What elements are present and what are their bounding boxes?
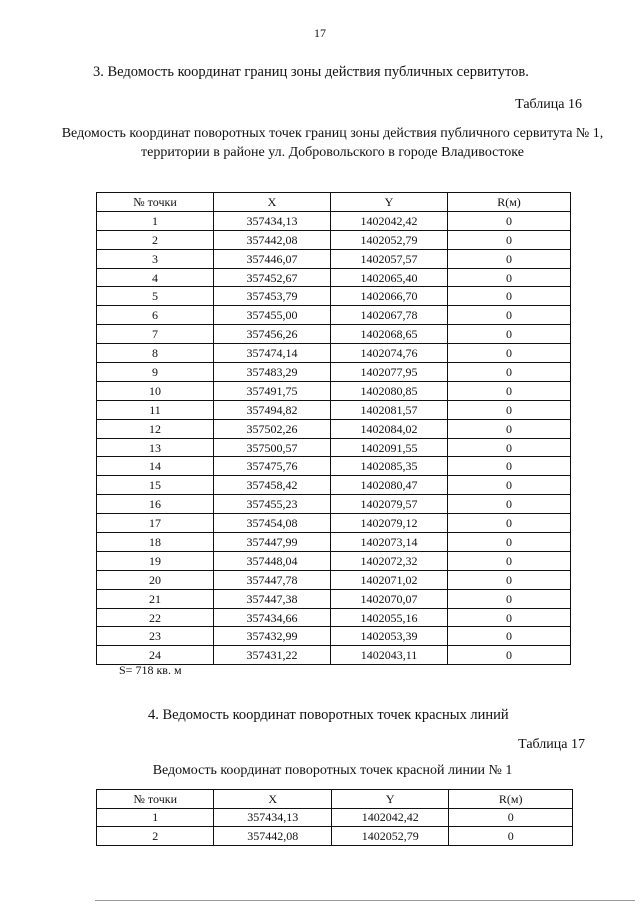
- table-row: [97, 457, 571, 476]
- point-number-cell: 18: [97, 533, 214, 552]
- y-coordinate-cell: 1402081,57: [331, 400, 448, 419]
- column-header-radius: R(м): [448, 193, 571, 212]
- point-number-cell: 12: [97, 419, 214, 438]
- table-16-caption: Таблица 16: [515, 97, 582, 112]
- x-coordinate-cell: 357447,99: [214, 533, 331, 552]
- y-coordinate-cell: 1402043,11: [331, 646, 448, 665]
- y-coordinate-cell: 1402077,95: [331, 363, 448, 382]
- page-number: 17: [314, 26, 326, 40]
- table-header-row: [97, 790, 573, 809]
- y-coordinate-cell: 1402068,65: [331, 325, 448, 344]
- x-coordinate-cell: 357475,76: [214, 457, 331, 476]
- radius-cell: 0: [448, 646, 571, 665]
- column-header-point-number: № точки: [97, 193, 214, 212]
- table-row: [97, 419, 571, 438]
- x-coordinate-cell: 357454,08: [214, 514, 331, 533]
- x-coordinate-cell: 357494,82: [214, 400, 331, 419]
- point-number-cell: 1: [97, 211, 214, 230]
- radius-cell: 0: [448, 627, 571, 646]
- point-number-cell: 10: [97, 381, 214, 400]
- column-header-y: Y: [331, 193, 448, 212]
- y-coordinate-cell: 1402066,70: [331, 287, 448, 306]
- table-row: [97, 306, 571, 325]
- x-coordinate-cell: 357500,57: [214, 438, 331, 457]
- point-number-cell: 20: [97, 570, 214, 589]
- table-16-title: Ведомость координат поворотных точек границ зоны действия публичного сервитута № 1, территории в районе ул. Добровольского в городе Владивостоке: [61, 126, 604, 160]
- y-coordinate-cell: 1402074,76: [331, 344, 448, 363]
- x-coordinate-cell: 357442,08: [214, 827, 331, 846]
- x-coordinate-cell: 357474,14: [214, 344, 331, 363]
- radius-cell: 0: [448, 533, 571, 552]
- x-coordinate-cell: 357502,26: [214, 419, 331, 438]
- y-coordinate-cell: 1402070,07: [331, 589, 448, 608]
- column-header-x: X: [214, 193, 331, 212]
- red-line-coordinates-table: [96, 789, 573, 846]
- x-coordinate-cell: 357453,79: [214, 287, 331, 306]
- x-coordinate-cell: 357434,13: [214, 211, 331, 230]
- point-number-cell: 15: [97, 476, 214, 495]
- table-row: [97, 344, 571, 363]
- y-coordinate-cell: 1402042,42: [331, 211, 448, 230]
- y-coordinate-cell: 1402057,57: [331, 249, 448, 268]
- table-row: [97, 325, 571, 344]
- table-row: [97, 268, 571, 287]
- table-row: [97, 495, 571, 514]
- table-row: [97, 249, 571, 268]
- radius-cell: 0: [448, 419, 571, 438]
- radius-cell: 0: [448, 363, 571, 382]
- point-number-cell: 21: [97, 589, 214, 608]
- x-coordinate-cell: 357447,38: [214, 589, 331, 608]
- point-number-cell: 1: [97, 808, 214, 827]
- table-row: [97, 533, 571, 552]
- radius-cell: 0: [448, 438, 571, 457]
- table-row: [97, 211, 571, 230]
- radius-cell: 0: [448, 551, 571, 570]
- section-4-heading: 4. Ведомость координат поворотных точек красных линий: [148, 707, 509, 723]
- servitude-coordinates-table: [96, 192, 571, 665]
- table-row: [97, 476, 571, 495]
- x-coordinate-cell: 357442,08: [214, 230, 331, 249]
- y-coordinate-cell: 1402065,40: [331, 268, 448, 287]
- x-coordinate-cell: 357483,29: [214, 363, 331, 382]
- radius-cell: 0: [448, 306, 571, 325]
- point-number-cell: 16: [97, 495, 214, 514]
- bottom-divider: [95, 900, 635, 901]
- point-number-cell: 22: [97, 608, 214, 627]
- y-coordinate-cell: 1402079,12: [331, 514, 448, 533]
- table-row: [97, 400, 571, 419]
- radius-cell: 0: [448, 570, 571, 589]
- y-coordinate-cell: 1402080,85: [331, 381, 448, 400]
- radius-cell: 0: [448, 457, 571, 476]
- table-row: [97, 589, 571, 608]
- point-number-cell: 2: [97, 827, 214, 846]
- table-17-caption: Таблица 17: [518, 737, 585, 752]
- x-coordinate-cell: 357455,23: [214, 495, 331, 514]
- radius-cell: 0: [448, 287, 571, 306]
- point-number-cell: 9: [97, 363, 214, 382]
- y-coordinate-cell: 1402084,02: [331, 419, 448, 438]
- section-3-heading: 3. Ведомость координат границ зоны действия публичных сервитутов.: [93, 64, 529, 80]
- y-coordinate-cell: 1402085,35: [331, 457, 448, 476]
- radius-cell: 0: [448, 344, 571, 363]
- point-number-cell: 23: [97, 627, 214, 646]
- x-coordinate-cell: 357456,26: [214, 325, 331, 344]
- x-coordinate-cell: 357491,75: [214, 381, 331, 400]
- radius-cell: 0: [448, 325, 571, 344]
- table-row: [97, 627, 571, 646]
- y-coordinate-cell: 1402072,32: [331, 551, 448, 570]
- radius-cell: 0: [448, 381, 571, 400]
- x-coordinate-cell: 357446,07: [214, 249, 331, 268]
- table-row: [97, 363, 571, 382]
- x-coordinate-cell: 357431,22: [214, 646, 331, 665]
- point-number-cell: 2: [97, 230, 214, 249]
- point-number-cell: 6: [97, 306, 214, 325]
- table-row: [97, 230, 571, 249]
- table-row: [97, 608, 571, 627]
- table-17-title: Ведомость координат поворотных точек красной линии № 1: [152, 763, 513, 778]
- x-coordinate-cell: 357448,04: [214, 551, 331, 570]
- column-header-radius: R(м): [449, 790, 573, 809]
- table-row: [97, 808, 573, 827]
- point-number-cell: 24: [97, 646, 214, 665]
- table-row: [97, 287, 571, 306]
- radius-cell: 0: [448, 476, 571, 495]
- table-row: [97, 570, 571, 589]
- point-number-cell: 13: [97, 438, 214, 457]
- radius-cell: 0: [448, 400, 571, 419]
- point-number-cell: 4: [97, 268, 214, 287]
- x-coordinate-cell: 357434,66: [214, 608, 331, 627]
- table-row: [97, 381, 571, 400]
- y-coordinate-cell: 1402042,42: [331, 808, 448, 827]
- point-number-cell: 3: [97, 249, 214, 268]
- table-row: [97, 551, 571, 570]
- table-row: [97, 827, 573, 846]
- radius-cell: 0: [448, 211, 571, 230]
- radius-cell: 0: [448, 589, 571, 608]
- x-coordinate-cell: 357434,13: [214, 808, 331, 827]
- y-coordinate-cell: 1402071,02: [331, 570, 448, 589]
- radius-cell: 0: [448, 608, 571, 627]
- point-number-cell: 8: [97, 344, 214, 363]
- point-number-cell: 5: [97, 287, 214, 306]
- area-note: S= 718 кв. м: [119, 663, 182, 677]
- radius-cell: 0: [449, 808, 573, 827]
- radius-cell: 0: [448, 495, 571, 514]
- x-coordinate-cell: 357455,00: [214, 306, 331, 325]
- y-coordinate-cell: 1402052,79: [331, 230, 448, 249]
- point-number-cell: 14: [97, 457, 214, 476]
- x-coordinate-cell: 357458,42: [214, 476, 331, 495]
- column-header-point-number: № точки: [97, 790, 214, 809]
- table-row: [97, 514, 571, 533]
- y-coordinate-cell: 1402073,14: [331, 533, 448, 552]
- table-row: [97, 438, 571, 457]
- radius-cell: 0: [448, 249, 571, 268]
- y-coordinate-cell: 1402053,39: [331, 627, 448, 646]
- column-header-x: X: [214, 790, 331, 809]
- y-coordinate-cell: 1402079,57: [331, 495, 448, 514]
- y-coordinate-cell: 1402091,55: [331, 438, 448, 457]
- x-coordinate-cell: 357452,67: [214, 268, 331, 287]
- point-number-cell: 19: [97, 551, 214, 570]
- radius-cell: 0: [448, 230, 571, 249]
- point-number-cell: 11: [97, 400, 214, 419]
- y-coordinate-cell: 1402080,47: [331, 476, 448, 495]
- radius-cell: 0: [449, 827, 573, 846]
- point-number-cell: 17: [97, 514, 214, 533]
- column-header-y: Y: [331, 790, 448, 809]
- y-coordinate-cell: 1402055,16: [331, 608, 448, 627]
- radius-cell: 0: [448, 268, 571, 287]
- radius-cell: 0: [448, 514, 571, 533]
- y-coordinate-cell: 1402052,79: [331, 827, 448, 846]
- x-coordinate-cell: 357447,78: [214, 570, 331, 589]
- point-number-cell: 7: [97, 325, 214, 344]
- y-coordinate-cell: 1402067,78: [331, 306, 448, 325]
- table-header-row: [97, 193, 571, 212]
- x-coordinate-cell: 357432,99: [214, 627, 331, 646]
- table-row: [97, 646, 571, 665]
